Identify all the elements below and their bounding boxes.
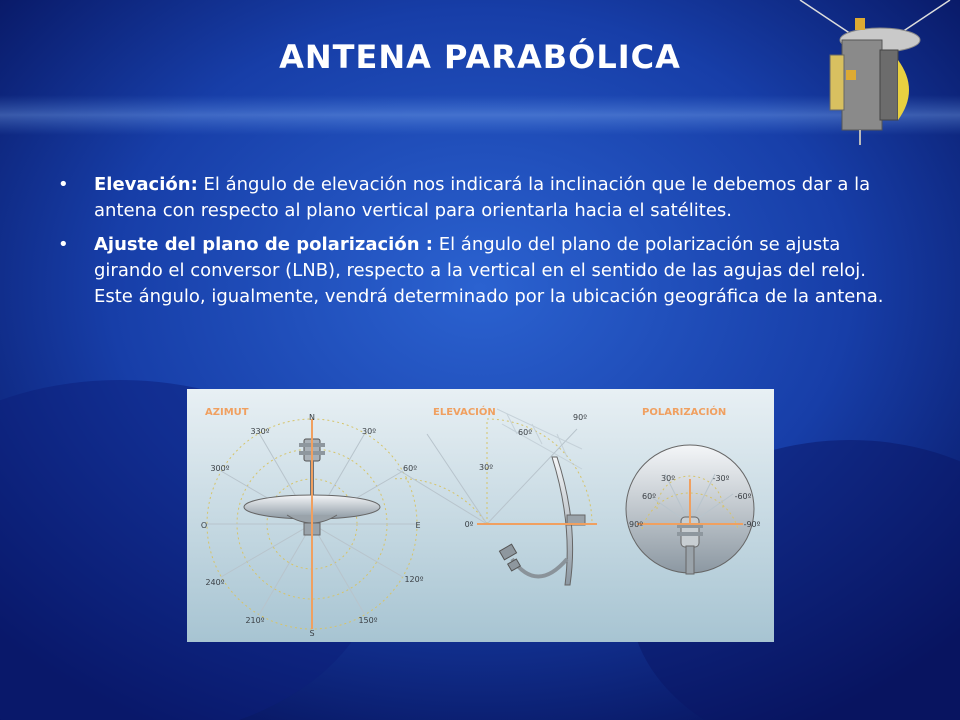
polarizacion-minus-90: -90º [743,520,761,529]
page-title: ANTENA PARABÓLICA [279,38,681,76]
azimut-s: S [309,629,315,638]
azimut-30: 30º [362,427,376,436]
polarizacion-label: POLARIZACIÓN [642,407,727,418]
elevacion-0: 0º [464,520,474,529]
azimut-e: E [415,521,421,530]
bullet-text: El ángulo de elevación nos indicará la inclinación que le debemos dar a la antena con respecto al plano vertical para orientarla hacia el satélites. [94,174,871,221]
bullet-list [58,172,888,318]
bullet-dot: • [58,234,69,255]
polarizacion-90: 90º [629,520,643,529]
elevacion-60: 60º [518,428,532,437]
elevacion-90: 90º [573,413,587,422]
polarizacion-minus-30: -30º [712,474,730,483]
azimut-240: 240º [205,578,225,587]
bullet-term: Elevación: [94,174,198,195]
azimut-300: 300º [210,464,230,473]
list-item [58,232,888,310]
antenna-diagram [187,389,774,642]
azimut-n: N [309,413,315,422]
bullet-text: El ángulo del plano de polarización se ajusta girando el conversor (LNB), respecto a la vertical en el sentido de las agujas del reloj. Este ángulo, igualmente, vendrá determinado por la ubicación geográfica de la antena. [94,234,884,307]
azimut-330: 330º [250,427,270,436]
bullet-term: Ajuste del plano de polarización : [94,234,433,255]
azimut-60: 60º [403,464,417,473]
polarizacion-60: 60º [642,492,656,501]
bullet-dot: • [58,174,69,195]
polarizacion-minus-60: -60º [734,492,752,501]
elevacion-label: ELEVACIÓN [433,407,496,418]
azimut-150: 150º [358,616,378,625]
azimut-label: AZIMUT [205,407,249,418]
azimut-120: 120º [404,575,424,584]
azimut-o: O [200,521,208,530]
list-item [58,172,888,224]
elevacion-30: 30º [479,463,493,472]
polarizacion-30: 30º [661,474,675,483]
azimut-210: 210º [245,616,265,625]
